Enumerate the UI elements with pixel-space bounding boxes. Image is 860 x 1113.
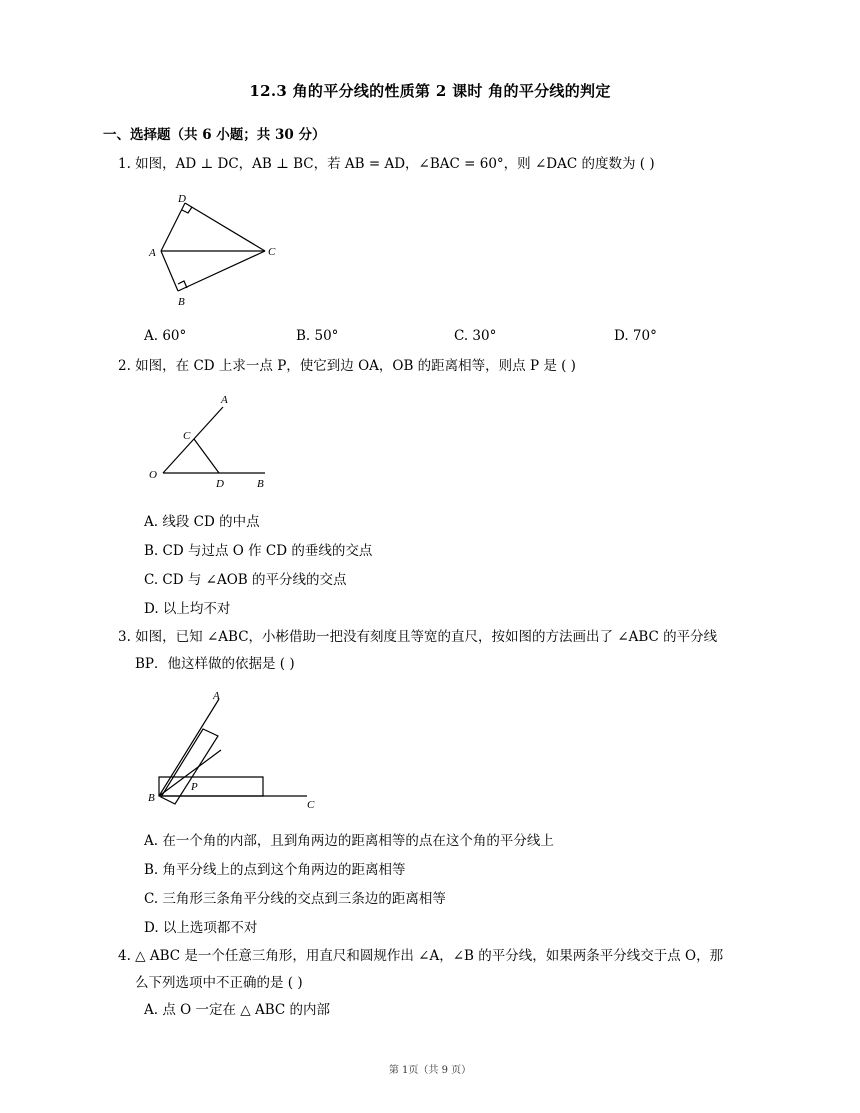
page-footer: 第 1页（共 9 页） <box>388 1065 472 1076</box>
q2-label-A: A <box>221 394 228 406</box>
q2-option-c: C. CD 与 ∠AOB 的平分线的交点 <box>144 572 347 588</box>
page-title: 12.3 角的平分线的性质第 2 课时 角的平分线的判定 <box>249 82 611 100</box>
question-2-figure <box>145 390 285 495</box>
q1-label-D: D <box>178 193 186 205</box>
q2-option-b: B. CD 与过点 O 作 CD 的垂线的交点 <box>144 543 373 559</box>
question-2-stem: 2. 如图，在 CD 上求一点 P，使它到边 OA，OB 的距离相等，则点 P 是 ( ) <box>118 358 576 374</box>
question-3-figure <box>145 686 325 811</box>
q3-label-A: A <box>213 690 220 702</box>
q2-label-D: D <box>216 478 224 490</box>
section-heading: 一、选择题（共 6 小题；共 30 分） <box>103 127 326 143</box>
q2-label-B: B <box>257 478 264 490</box>
question-3-stem-line-1: 3. 如图，已知 ∠ABC，小彬借助一把没有刻度且等宽的直尺，按如图的方法画出了 ∠ABC 的平分线 <box>118 629 718 645</box>
q3-option-d: D. 以上选项都不对 <box>144 920 258 936</box>
q1-label-A: A <box>149 247 156 259</box>
q2-option-d: D. 以上均不对 <box>144 601 231 617</box>
q3-label-P: P <box>191 781 198 793</box>
q3-option-a: A. 在一个角的内部，且到角两边的距离相等的点在这个角的平分线上 <box>144 833 554 849</box>
question-1-stem: 1. 如图，AD ⊥ DC，AB ⊥ BC，若 AB = AD，∠BAC = 60°，则 ∠DAC 的度数为 ( ) <box>118 156 655 172</box>
q1-option-b: B. 50° <box>296 328 339 344</box>
question-1-figure <box>140 190 290 310</box>
q1-option-a: A. 60° <box>144 328 187 344</box>
q2-label-O: O <box>149 469 157 481</box>
q3-label-C: C <box>307 799 315 811</box>
q1-option-d: D. 70° <box>614 328 657 344</box>
question-4-stem-line-2: 么下列选项中不正确的是 ( ) <box>135 975 303 991</box>
q1-label-B: B <box>178 296 185 308</box>
q1-label-C: C <box>268 246 276 258</box>
question-3-stem-line-2: BP．他这样做的依据是 ( ) <box>135 656 295 672</box>
q2-option-a: A. 线段 CD 的中点 <box>144 514 260 530</box>
q3-label-B: B <box>148 792 155 804</box>
q3-option-b: B. 角平分线上的点到这个角两边的距离相等 <box>144 862 406 878</box>
question-4-stem-line-1: 4. △ ABC 是一个任意三角形，用直尺和圆规作出 ∠A，∠B 的平分线，如果两条平分线交于点 O，那 <box>118 948 724 964</box>
q2-label-C: C <box>183 430 191 442</box>
q1-option-c: C. 30° <box>454 328 497 344</box>
q4-option-a: A. 点 O 一定在 △ ABC 的内部 <box>144 1002 330 1018</box>
q3-option-c: C. 三角形三条角平分线的交点到三条边的距离相等 <box>144 891 446 907</box>
